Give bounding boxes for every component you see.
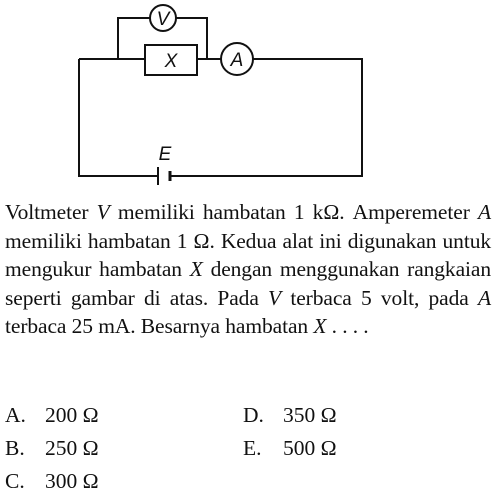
question-text-segment: memiliki hambatan 1 Ω. Kedua alat ini digunakan untuk mengukur hambatan <box>5 228 491 281</box>
option-value: 500 Ω <box>283 436 337 460</box>
battery-symbol <box>158 167 170 185</box>
option-letter: C. <box>5 469 25 493</box>
circuit-diagram <box>0 0 501 195</box>
option-e[interactable] <box>243 435 337 461</box>
option-value: 350 Ω <box>283 403 337 427</box>
option-letter: D. <box>243 403 264 427</box>
question-text-segment: terbaca 5 volt, pada <box>281 285 478 310</box>
option-d[interactable] <box>243 402 337 428</box>
ammeter-label: A <box>230 50 244 71</box>
option-value: 300 Ω <box>45 469 99 493</box>
circuit-wire-loop <box>79 59 362 176</box>
option-c[interactable] <box>5 468 99 494</box>
question-text <box>5 198 491 341</box>
question-text-segment: . . . . <box>326 314 369 338</box>
question-variable: X <box>313 314 327 338</box>
battery-label: E <box>158 144 172 165</box>
question-text-segment: terbaca 25 mA. Besarnya hambatan <box>5 314 314 338</box>
option-letter: E. <box>243 436 262 460</box>
question-text-segment: memiliki hambatan 1 kΩ. Amperemeter <box>109 200 478 224</box>
option-a[interactable] <box>5 402 99 428</box>
question-variable: V <box>96 200 110 224</box>
question-variable: V <box>268 285 282 310</box>
option-letter: A. <box>5 403 26 427</box>
question-text-segment: dengan menggunakan rangkaian seperti gambar di atas. Pada <box>5 257 491 310</box>
resistor-label: X <box>164 51 178 72</box>
voltmeter-label: V <box>156 9 170 30</box>
question-variable: A <box>477 285 491 310</box>
option-b[interactable] <box>5 435 99 461</box>
option-letter: B. <box>5 436 25 460</box>
question-variable: X <box>189 257 203 281</box>
option-value: 250 Ω <box>45 436 99 460</box>
question-variable: A <box>477 200 491 224</box>
option-value: 200 Ω <box>45 403 99 427</box>
question-text-segment: Voltmeter <box>5 200 97 224</box>
